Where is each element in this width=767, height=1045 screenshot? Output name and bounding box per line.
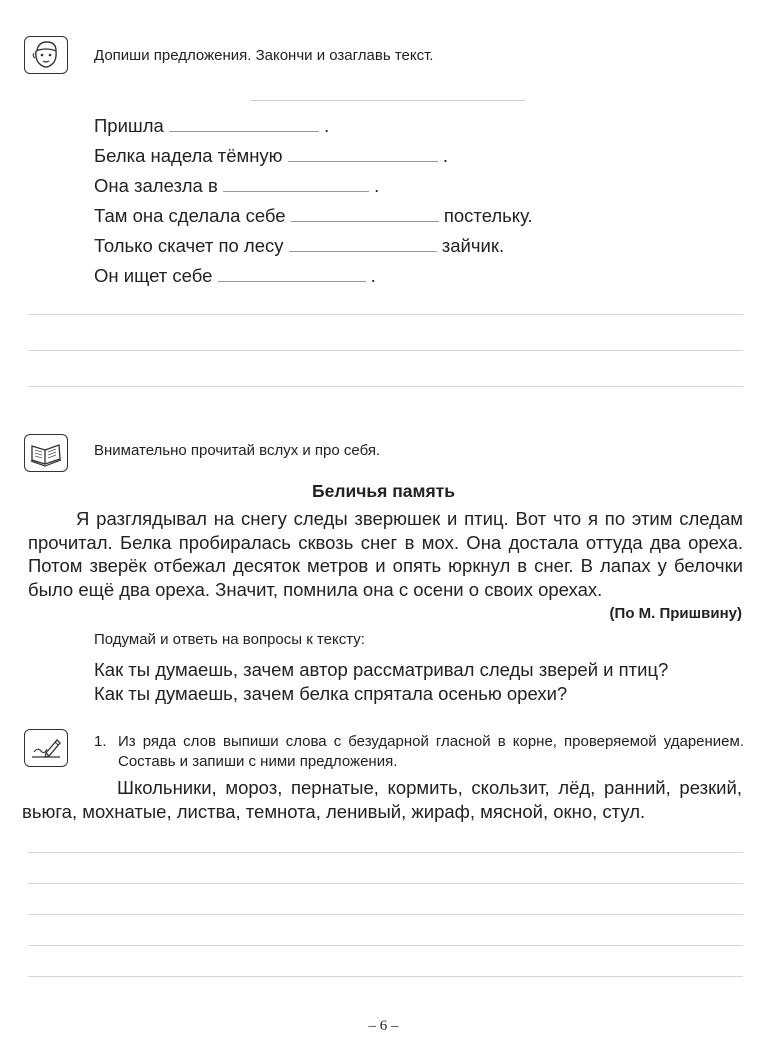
sentence-5 — [94, 234, 504, 258]
sentence-4 — [94, 204, 533, 228]
sentence-5-blank[interactable] — [289, 237, 437, 252]
reading-text — [28, 507, 743, 601]
sentence-4-blank[interactable] — [291, 207, 439, 222]
task3-number: 1. — [94, 733, 107, 750]
child-face-icon — [24, 36, 68, 74]
sentence-2-end: . — [442, 145, 448, 166]
questions-prompt: Подумай и ответь на вопросы к тексту: — [94, 631, 365, 648]
sentence-3-blank[interactable] — [223, 177, 369, 192]
author-attribution: (По М. Пришвину) — [609, 605, 742, 622]
sentence-2 — [94, 144, 448, 168]
sentence-3 — [94, 174, 379, 198]
task3-instruction: Из ряда слов выпиши слова с безударной гласной в корне, проверяемой ударением. Составь и запиши с ними предложения. — [118, 733, 744, 770]
writing-line[interactable] — [28, 883, 743, 884]
sentence-3-end: . — [374, 175, 380, 196]
writing-line[interactable] — [28, 314, 743, 315]
writing-line[interactable] — [28, 945, 743, 946]
title-writing-line[interactable] — [250, 100, 525, 101]
word-list-text: Школьники, мороз, пернатые, кормить, скользит, лёд, ранний, резкий, вьюга, мохнатые, листва, темнота, ленивый, жираф, мясной, окно, стул. — [22, 777, 742, 822]
sentence-1-end: . — [324, 115, 330, 136]
sentence-6-text: Он ищет себе — [94, 265, 213, 286]
writing-line[interactable] — [28, 386, 743, 387]
sentence-5-end: зайчик. — [441, 235, 505, 256]
word-list — [22, 776, 742, 824]
question-1: Как ты думаешь, зачем автор рассматривал следы зверей и птиц? — [94, 659, 669, 680]
writing-line[interactable] — [28, 350, 743, 351]
sentence-2-blank[interactable] — [288, 147, 438, 162]
writing-line[interactable] — [28, 852, 743, 853]
sentence-3-text: Она залезла в — [94, 175, 218, 196]
open-book-icon — [24, 434, 68, 472]
pencil-writing-icon — [24, 729, 68, 767]
sentence-5-text: Только скачет по лесу — [94, 235, 284, 256]
sentence-1-blank[interactable] — [169, 117, 319, 132]
reading-paragraph: Я разглядывал на снегу следы зверюшек и птиц. Вот что я по этим следам прочитал. Белка пробиралась сквозь снег в мох. Она достала оттуда два ореха. Потом зверёк отбежал десяток метров и опять юркнул в снег. В лапах у белочки было ещё два ореха. Значит, помнила она с осени о своих орехах. — [28, 508, 743, 600]
sentence-4-text: Там она сделала себе — [94, 205, 286, 226]
sentence-4-end: постельку. — [443, 205, 533, 226]
page-number: – 6 – — [368, 1018, 399, 1034]
writing-line[interactable] — [28, 914, 743, 915]
sentence-2-text: Белка надела тёмную — [94, 145, 283, 166]
text-title: Беличья память — [312, 481, 455, 501]
task2-instruction: Внимательно прочитай вслух и про себя. — [94, 442, 381, 459]
task1-instruction: Допиши предложения. Закончи и озаглавь текст. — [94, 47, 434, 64]
sentence-6-blank[interactable] — [218, 267, 366, 282]
sentence-1-text: Пришла — [94, 115, 164, 136]
question-2: Как ты думаешь, зачем белка спрятала осенью орехи? — [94, 683, 568, 704]
sentence-6-end: . — [370, 265, 376, 286]
sentence-1 — [94, 114, 329, 138]
sentence-6 — [94, 264, 376, 288]
writing-line[interactable] — [28, 976, 743, 977]
